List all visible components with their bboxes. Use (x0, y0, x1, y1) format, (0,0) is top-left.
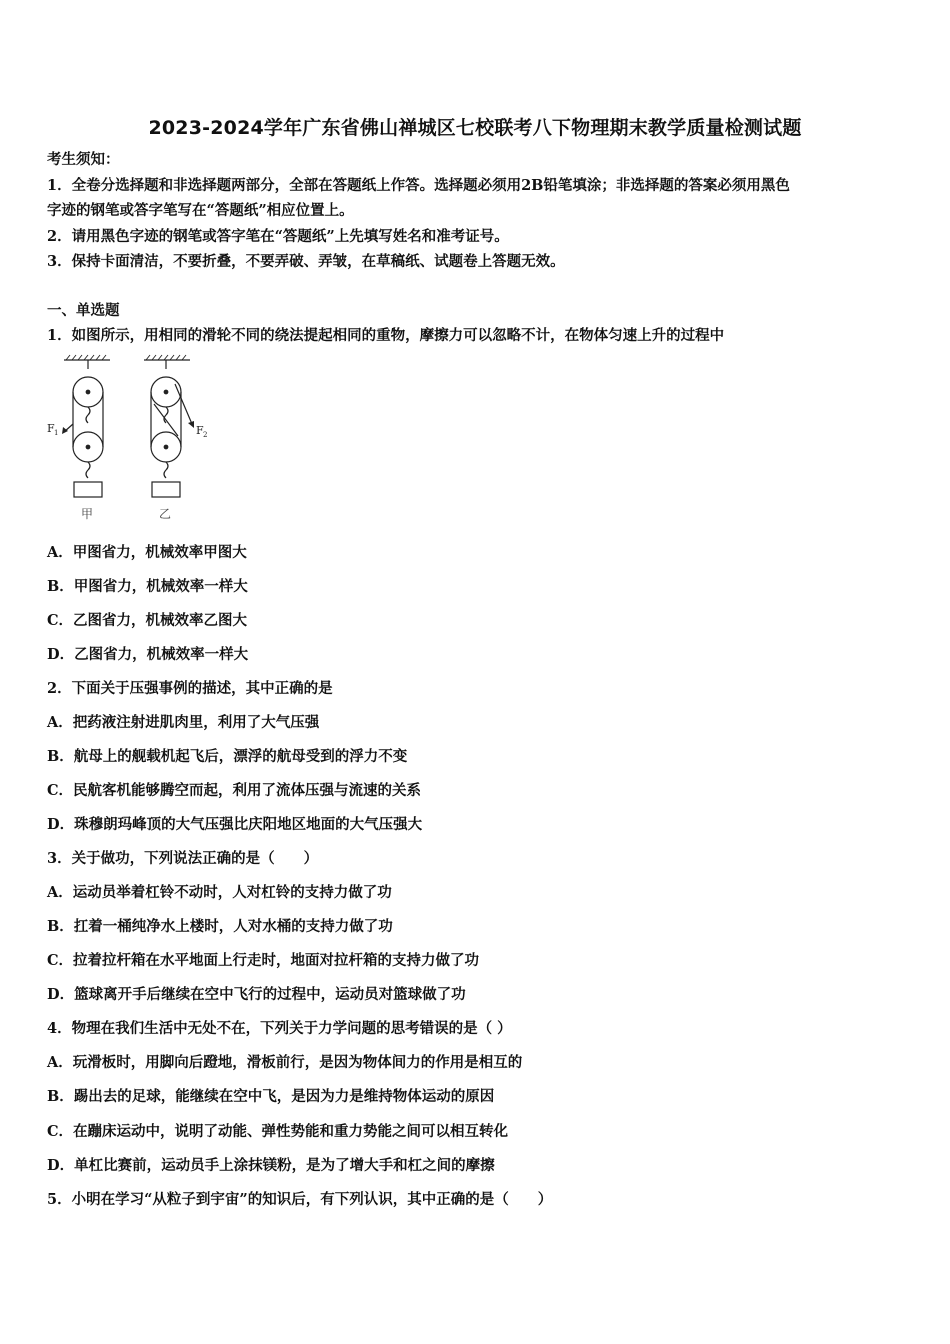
question-3-option-a: A．运动员举着杠铃不动时，人对杠铃的支持力做了功 (47, 884, 392, 901)
question-2-option-d: D．珠穆朗玛峰顶的大气压强比庆阳地区地面的大气压强大 (47, 816, 423, 833)
question-4-option-d: D．单杠比赛前，运动员手上涂抹镁粉，是为了增大手和杠之间的摩擦 (47, 1157, 495, 1174)
question-4-option-b: B．踢出去的足球，能继续在空中飞，是因为力是维持物体运动的原因 (47, 1088, 495, 1105)
f1-sub: 1 (54, 429, 59, 437)
question-4-option-c: C．在蹦床运动中，说明了动能、弹性势能和重力势能之间可以相互转化 (47, 1123, 509, 1140)
question-4-option-a: A．玩滑板时，用脚向后蹬地，滑板前行，是因为物体间力的作用是相互的 (47, 1054, 523, 1071)
label-yi: 乙 (159, 507, 172, 521)
section-heading: 一、单选题 (47, 302, 120, 319)
question-4-stem: 4．物理在我们生活中无处不在，下列关于力学问题的思考错误的是（ ） (47, 1020, 512, 1037)
question-2-option-a: A．把药液注射进肌肉里，利用了大气压强 (47, 714, 320, 731)
notice-item: 3．保持卡面清洁，不要折叠，不要弄破、弄皱，在草稿纸、试题卷上答题无效。 (47, 253, 565, 270)
f2-sub: 2 (203, 431, 208, 439)
f1-label: F (47, 422, 55, 435)
question-3-option-c: C．拉着拉杆箱在水平地面上行走时，地面对拉杆箱的支持力做了功 (47, 952, 480, 969)
question-2-option-c: C．民航客机能够腾空而起，利用了流体压强与流速的关系 (47, 782, 422, 799)
question-3-stem: 3．关于做功，下列说法正确的是（ ） (47, 850, 319, 867)
question-5-stem: 5．小明在学习“从粒子到宇宙”的知识后，有下列认识，其中正确的是（ ） (47, 1191, 553, 1208)
question-2-option-b: B．航母上的舰载机起飞后，漂浮的航母受到的浮力不变 (47, 748, 408, 765)
question-1-option-d: D．乙图省力，机械效率一样大 (47, 646, 249, 663)
question-3-option-b: B．扛着一桶纯净水上楼时，人对水桶的支持力做了功 (47, 918, 393, 935)
notice-item: 1．全卷分选择题和非选择题两部分，全部在答题纸上作答。选择题必须用2B铅笔填涂；非选择题的答案必须用黑色 (47, 177, 790, 194)
f2-label: F (196, 424, 204, 437)
question-1-option-c: C．乙图省力，机械效率乙图大 (47, 612, 248, 629)
question-1-stem: 1．如图所示，用相同的滑轮不同的绕法提起相同的重物，摩擦力可以忽略不计，在物体匀速上升的过程中 (47, 327, 725, 344)
question-1-option-a: A．甲图省力，机械效率甲图大 (47, 544, 247, 561)
pulley-diagram (44, 354, 224, 524)
question-3-option-d: D．篮球离开手后继续在空中飞行的过程中，运动员对篮球做了功 (47, 986, 466, 1003)
label-jia: 甲 (81, 507, 94, 521)
page-title: 2023-2024学年广东省佛山禅城区七校联考八下物理期末教学质量检测试题 (148, 117, 802, 139)
notice-item: 字迹的钢笔或答字笔写在“答题纸”相应位置上。 (47, 202, 354, 219)
question-1-option-b: B．甲图省力，机械效率一样大 (47, 578, 248, 595)
notice-item: 2．请用黑色字迹的钢笔或答字笔在“答题纸”上先填写姓名和准考证号。 (47, 228, 509, 245)
notice-heading: 考生须知： (47, 151, 120, 168)
question-2-stem: 2．下面关于压强事例的描述，其中正确的是 (47, 680, 333, 697)
